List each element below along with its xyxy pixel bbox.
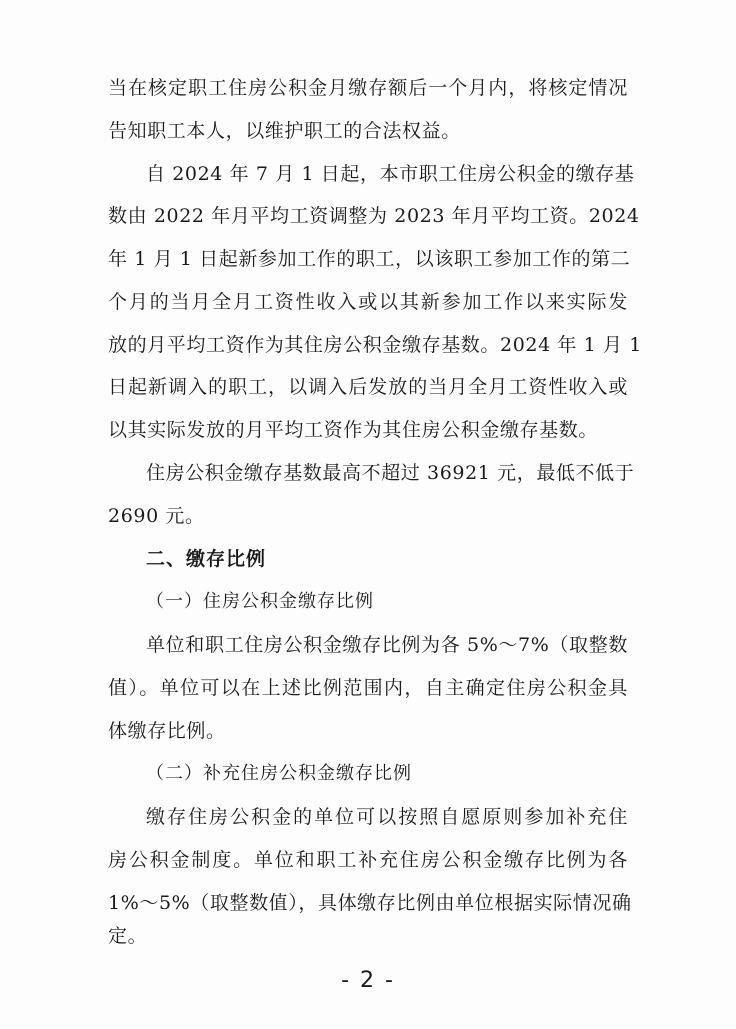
paragraph-3-line-2: 2690 元。 bbox=[108, 505, 205, 527]
paragraph-2-line-5: 放的月平均工资作为其住房公积金缴存基数。2024 年 1 月 1 bbox=[108, 334, 642, 356]
section-heading: 二、缴存比例 bbox=[146, 548, 267, 570]
paragraph-2-line-6: 日起新调入的职工，以调入后发放的当月全月工资性收入或 bbox=[108, 376, 628, 398]
subsection-2-line-1: 缴存住房公积金的单位可以按照自愿原则参加补充住 bbox=[146, 806, 628, 828]
page-number: - 2 - bbox=[341, 968, 395, 993]
paragraph-2-line-7: 以其实际发放的月平均工资作为其住房公积金缴存基数。 bbox=[108, 419, 599, 441]
paragraph-1-line-2: 告知职工本人，以维护职工的合法权益。 bbox=[108, 120, 461, 142]
paragraph-3-line-1: 住房公积金缴存基数最高不超过 36921 元，最低不低于 bbox=[146, 462, 635, 484]
subsection-1-heading: （一）住房公积金缴存比例 bbox=[146, 591, 374, 612]
paragraph-2-line-4: 个月的当月全月工资性收入或以其新参加工作以来实际发 bbox=[108, 291, 628, 313]
paragraph-1-line-1: 当在核定职工住房公积金月缴存额后一个月内，将核定情况 bbox=[108, 77, 628, 99]
subsection-1-line-3: 体缴存比例。 bbox=[108, 720, 226, 742]
subsection-2-line-2: 房公积金制度。单位和职工补充住房公积金缴存比例为各 bbox=[108, 849, 628, 871]
paragraph-2-line-3: 年 1 月 1 日起新参加工作的职工，以该职工参加工作的第二 bbox=[108, 248, 631, 270]
paragraph-2-line-1: 自 2024 年 7 月 1 日起，本市职工住房公积金的缴存基 bbox=[146, 163, 635, 185]
subsection-2-heading: （二）补充住房公积金缴存比例 bbox=[146, 763, 412, 784]
subsection-2-line-3: 1%～5%（取整数值），具体缴存比例由单位根据实际情况确 bbox=[108, 892, 632, 914]
paragraph-2-line-2: 数由 2022 年月平均工资调整为 2023 年月平均工资。2024 bbox=[108, 205, 640, 227]
subsection-1-line-2: 值）。单位可以在上述比例范围内，自主确定住房公积金具 bbox=[108, 677, 628, 699]
subsection-2-line-4: 定。 bbox=[108, 925, 148, 947]
subsection-1-line-1: 单位和职工住房公积金缴存比例为各 5%～7%（取整数 bbox=[146, 634, 628, 656]
